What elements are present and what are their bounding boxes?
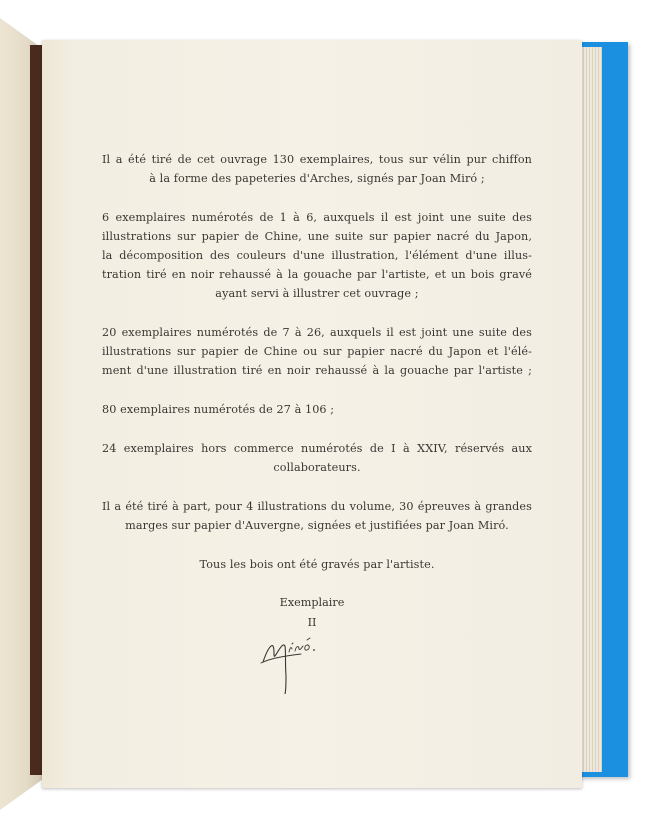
colophon-paragraph-3: [102, 323, 532, 380]
text-line: Il a été tiré à part, pour 4 illustrations du volume, 30 épreuves à grandes: [102, 500, 532, 513]
text-line: à la forme des papeteries d'Arches, signés par Joan Miró ;: [149, 172, 485, 185]
colophon-page: [42, 40, 582, 788]
exemplaire-block: [42, 593, 582, 633]
text-line: la décomposition des couleurs d'une illustration, l'élément d'une illus-: [102, 249, 532, 262]
text-line: 80 exemplaires numérotés de 27 à 106 ;: [102, 403, 335, 416]
text-line: tration tiré en noir rehaussé à la gouache par l'artiste, et un bois gravé: [102, 268, 532, 281]
text-line: ayant servi à illustrer cet ouvrage ;: [215, 287, 419, 300]
text-line: 24 exemplaires hors commerce numérotés de I à XXIV, réservés aux: [102, 442, 532, 455]
colophon-paragraph-7: [102, 555, 532, 574]
text-line: illustrations sur papier de Chine, une suite sur papier nacré du Japon,: [102, 230, 532, 243]
colophon-paragraph-1: [102, 150, 532, 188]
colophon-paragraph-4: [102, 400, 532, 419]
text-line: 6 exemplaires numérotés de 1 à 6, auxquels il est joint une suite des: [102, 211, 532, 224]
colophon-text: [102, 150, 532, 594]
colophon-paragraph-5: [102, 439, 532, 477]
colophon-paragraph-2: [102, 208, 532, 303]
text-line: ment d'une illustration tiré en noir rehaussé à la gouache par l'artiste ;: [102, 364, 532, 377]
exemplaire-number: II: [307, 616, 317, 629]
text-line: Il a été tiré de cet ouvrage 130 exemplaires, tous sur vélin pur chiffon: [102, 153, 532, 166]
text-line: 20 exemplaires numérotés de 7 à 26, auxquels il est joint une suite des: [102, 326, 532, 339]
miro-signature: [257, 632, 327, 694]
text-line: marges sur papier d'Auvergne, signées et justifiées par Joan Miró.: [125, 519, 509, 532]
text-line: Tous les bois ont été gravés par l'artiste.: [199, 558, 435, 571]
text-line: collaborateurs.: [273, 461, 361, 474]
colophon-paragraph-6: [102, 497, 532, 535]
exemplaire-label: Exemplaire: [279, 596, 345, 609]
text-line: illustrations sur papier de Chine ou sur papier nacré du Japon et l'élé-: [102, 345, 532, 358]
